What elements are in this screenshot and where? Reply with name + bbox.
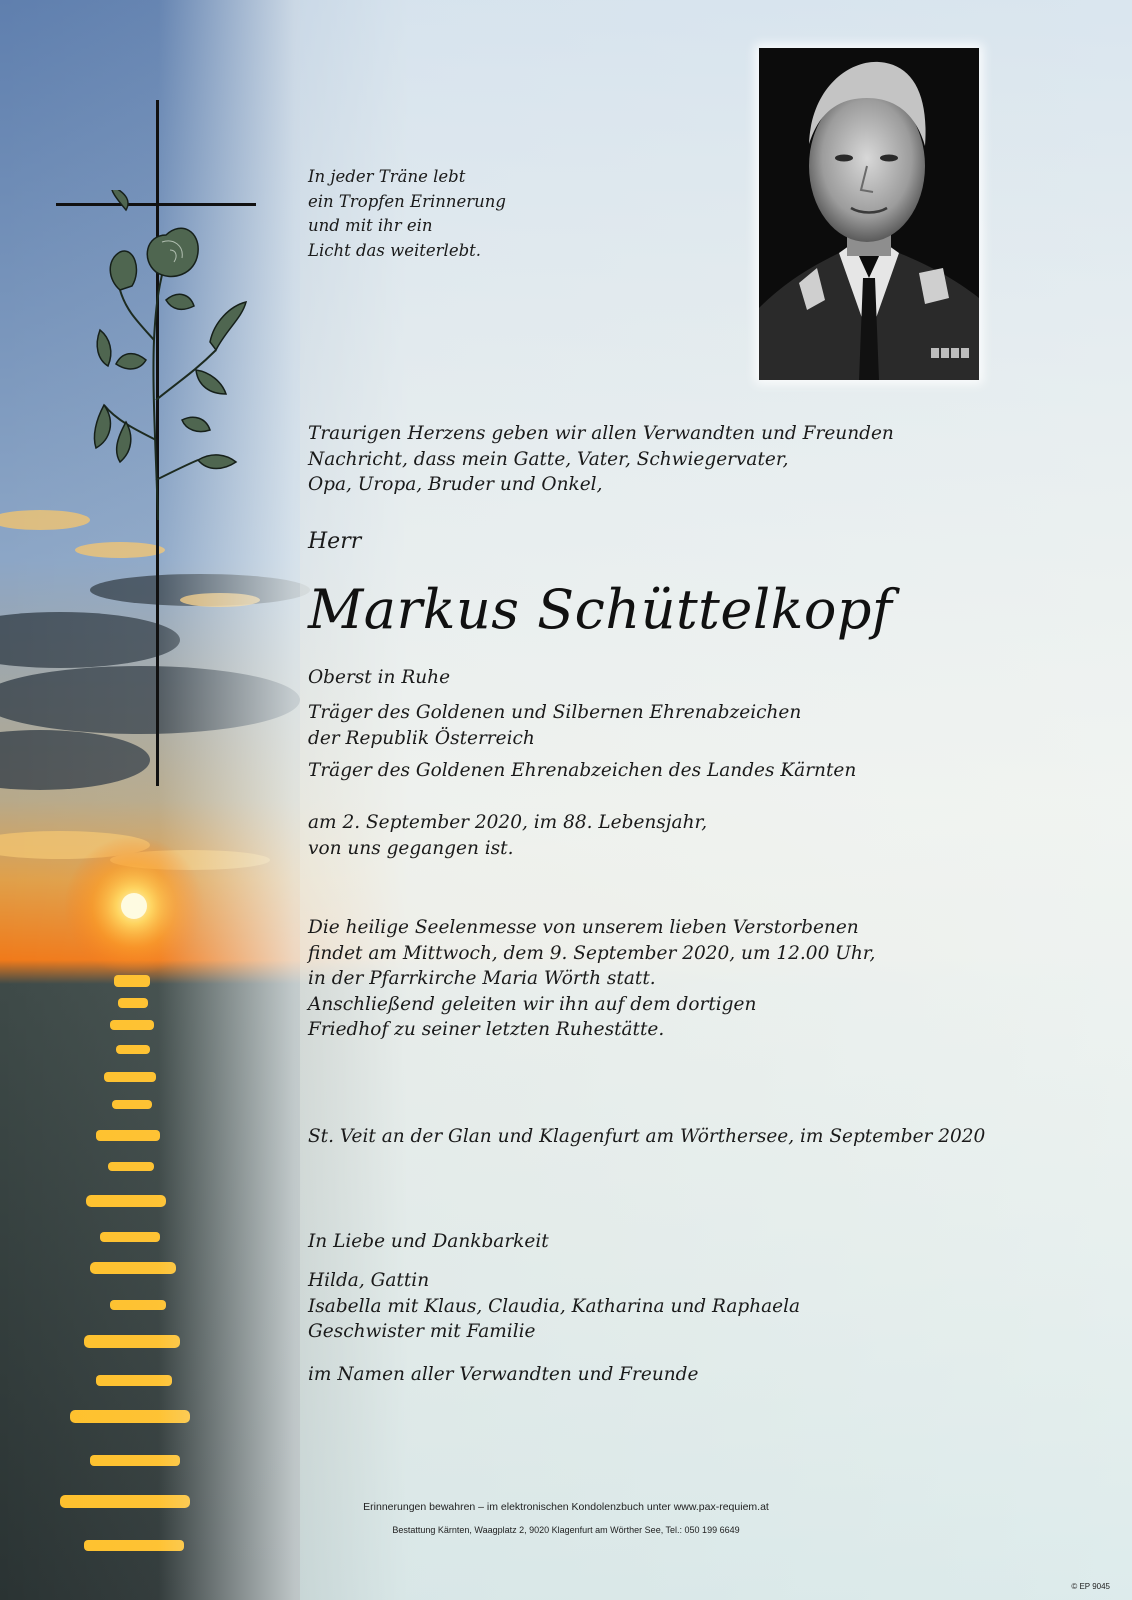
mass-notice: Die heilige Seelenmesse von unserem lieben Verstorbenen findet am Mittwoch, dem 9. September 2020, um 12.00 Uhr, in der Pfarrkirche Maria Wörth statt. Anschließend geleiten wir ihn auf dem dortigen Friedhof zu seiner letzten Ruhestätte.: [308, 917, 876, 1040]
deceased-name: Markus Schüttelkopf: [308, 578, 893, 641]
poem: In jeder Träne lebt ein Tropfen Erinnerung und mit ihr ein Licht das weiterlebt.: [308, 167, 506, 260]
announcement-intro: Traurigen Herzens geben wir allen Verwandten und Freunden Nachricht, dass mein Gatte, Vater, Schwiegervater, Opa, Uropa, Bruder und Onkel,: [308, 423, 894, 495]
mourners-list: Hilda, Gattin Isabella mit Klaus, Claudia, Katharina und Raphaela Geschwister mit Familie: [308, 1270, 801, 1342]
salutation: Herr: [308, 529, 362, 554]
honor-2: Träger des Goldenen Ehrenabzeichen des Landes Kärnten: [308, 760, 857, 781]
honor-1: Träger des Goldenen und Silbernen Ehrenabzeichen der Republik Österreich: [308, 702, 802, 749]
portrait-photo: [759, 48, 979, 380]
death-notice: am 2. September 2020, im 88. Lebensjahr, von uns gegangen ist.: [308, 812, 708, 859]
place-date: St. Veit an der Glan und Klagenfurt am Wörthersee, im September 2020: [308, 1126, 986, 1147]
relatives-line: im Namen aller Verwandten und Freunde: [308, 1364, 699, 1385]
rank: Oberst in Ruhe: [308, 667, 451, 688]
copyright-mark: © EP 9045: [1071, 1582, 1110, 1591]
rose-icon: [86, 190, 256, 530]
footer-condolence-line: Erinnerungen bewahren – im elektronischen Kondolenzbuch unter www.pax-requiem.at: [363, 1501, 769, 1513]
footer-undertaker-line: Bestattung Kärnten, Waagplatz 2, 9020 Klagenfurt am Wörther See, Tel.: 050 199 6649: [392, 1525, 740, 1535]
closing-phrase: In Liebe und Dankbarkeit: [308, 1231, 549, 1252]
